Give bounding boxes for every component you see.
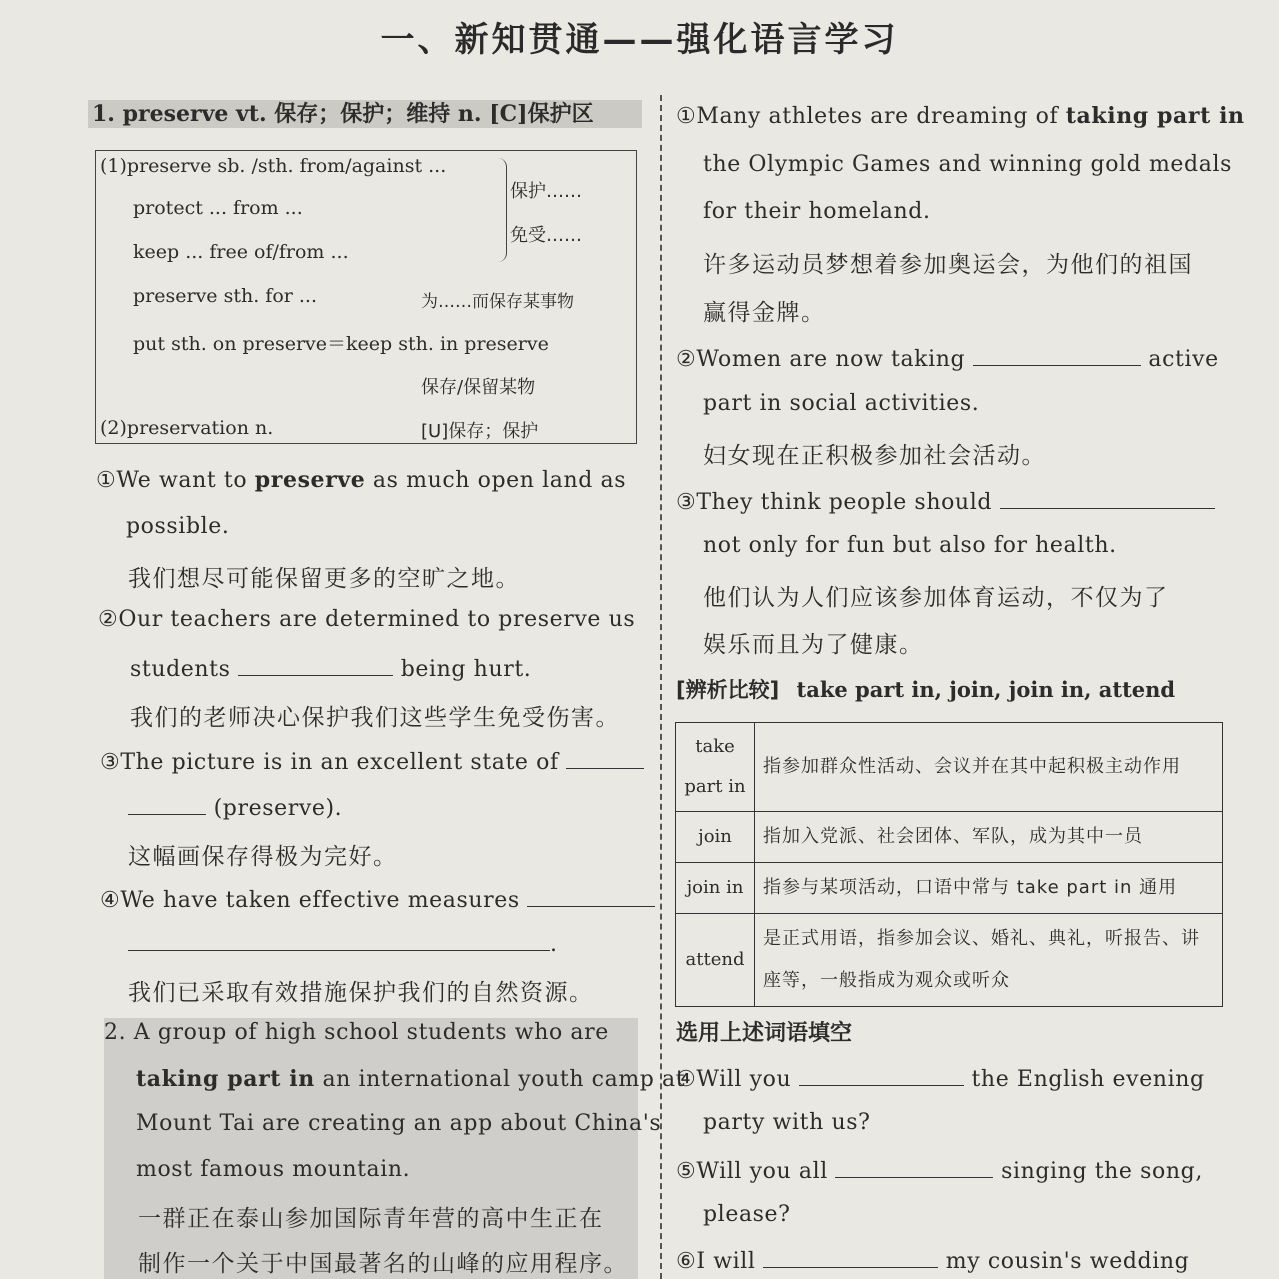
usage-box xyxy=(95,150,637,444)
page-title: 一、新知贯通——强化语言学习 xyxy=(380,20,899,60)
usage-line-5-zh: 保存/保留某物 xyxy=(421,377,536,398)
example-3-line-2: (preserve). xyxy=(128,792,342,821)
table-row xyxy=(676,812,1223,863)
example-4-blank-a[interactable] xyxy=(527,884,655,907)
table-def-join: 指加入党派、社会团体、军队，成为其中一员 xyxy=(755,812,1223,863)
table-word-attend: attend xyxy=(676,914,755,1007)
right-example-1-zh-2: 赢得金牌。 xyxy=(703,300,826,326)
brace-meaning-a: 保护…… xyxy=(510,181,582,202)
question-6-line-1: ⑥I will my cousin's wedding xyxy=(676,1245,1189,1274)
usage-line-1: (1)preserve sb. /sth. from/against ... xyxy=(100,155,447,177)
right-example-1-line-2: the Olympic Games and winning gold medals xyxy=(703,152,1232,177)
right-example-1-line-3: for their homeland. xyxy=(703,199,931,224)
brace-meaning-b: 免受…… xyxy=(510,225,582,246)
column-divider xyxy=(660,95,662,1279)
right-example-1-zh-1: 许多运动员梦想着参加奥运会，为他们的祖国 xyxy=(703,252,1193,278)
right-example-3-line-1: ③They think people should xyxy=(676,486,1215,515)
example-2-line-2: students being hurt. xyxy=(130,653,531,682)
usage-line-4-zh: 为……而保存某事物 xyxy=(421,292,574,312)
example-1-line-1: ①We want to preserve as much open land as xyxy=(96,467,627,493)
section-1-heading: 1. preserve vt. 保存；保护；维持 n. [C]保护区 xyxy=(88,100,642,128)
question-5-line-1: ⑤Will you all singing the song, xyxy=(676,1155,1203,1184)
table-word-join: join xyxy=(676,812,755,863)
table-row xyxy=(676,723,1223,812)
section-2-block xyxy=(104,1018,638,1279)
section-2-line-2: taking part in an international youth camp at xyxy=(136,1066,686,1092)
fill-in-heading: 选用上述词语填空 xyxy=(676,1021,853,1046)
section-2-line-4: most famous mountain. xyxy=(136,1157,411,1182)
question-6-blank[interactable] xyxy=(763,1245,938,1268)
table-def-join-in: 指参与某项活动，口语中常与 take part in 通用 xyxy=(755,863,1223,914)
table-row xyxy=(676,914,1223,1007)
compare-heading: [辨析比较] take part in, join, join in, attend xyxy=(676,677,1176,702)
right-example-3-zh-2: 娱乐而且为了健康。 xyxy=(703,632,924,658)
usage-line-3: keep ... free of/from ... xyxy=(133,241,349,263)
usage-line-4: preserve sth. for ... xyxy=(133,285,317,307)
usage-line-6-zh: [U]保存；保护 xyxy=(421,421,539,442)
brace-bracket xyxy=(498,158,507,262)
example-1-zh: 我们想尽可能保留更多的空旷之地。 xyxy=(128,566,520,592)
section-2-zh-1: 一群正在泰山参加国际青年营的高中生正在 xyxy=(138,1206,604,1232)
example-4-zh: 我们已采取有效措施保护我们的自然资源。 xyxy=(128,980,594,1006)
section-2-line-1: 2. A group of high school students who are xyxy=(104,1020,609,1045)
right-example-2-zh: 妇女现在正积极参加社会活动。 xyxy=(703,443,1046,469)
right-example-2-line-1: ②Women are now taking active xyxy=(676,343,1219,372)
table-def-attend: 是正式用语，指参加会议、婚礼、典礼，听报告、讲座等，一般指成为观众或听众 xyxy=(755,914,1223,1007)
example-3-blank-a[interactable] xyxy=(566,746,644,769)
table-row xyxy=(676,863,1223,914)
right-example-3-blank[interactable] xyxy=(1000,486,1215,509)
example-1-line-2: possible. xyxy=(126,514,230,539)
example-2-blank[interactable] xyxy=(238,653,393,676)
example-3-blank-b[interactable] xyxy=(128,792,206,815)
right-example-3-line-2: not only for fun but also for health. xyxy=(703,533,1117,558)
question-4-line-2: party with us? xyxy=(703,1110,871,1135)
example-3-line-1: ③The picture is in an excellent state of xyxy=(100,746,644,775)
table-def-take-part-in: 指参加群众性活动、会议并在其中起积极主动作用 xyxy=(755,723,1223,812)
table-word-join-in: join in xyxy=(676,863,755,914)
question-5-line-2: please? xyxy=(703,1202,791,1227)
right-example-2-line-2: part in social activities. xyxy=(703,391,980,416)
compare-table xyxy=(675,722,1223,1007)
right-example-1-line-1: ①Many athletes are dreaming of taking part in xyxy=(676,103,1245,129)
question-5-blank[interactable] xyxy=(835,1155,993,1178)
example-4-line-1: ④We have taken effective measures xyxy=(100,884,655,913)
usage-line-5: put sth. on preserve＝keep sth. in preserve xyxy=(133,333,549,355)
section-2-line-3: Mount Tai are creating an app about China's xyxy=(136,1111,662,1136)
table-word-take-part-in: take part in xyxy=(676,723,755,812)
question-4-line-1: ④Will you the English evening xyxy=(676,1063,1205,1092)
usage-line-6: (2)preservation n. xyxy=(100,417,274,439)
example-2-zh: 我们的老师决心保护我们这些学生免受伤害。 xyxy=(130,705,620,731)
right-example-3-zh-1: 他们认为人们应该参加体育运动，不仅为了 xyxy=(703,585,1169,611)
example-4-blank-b[interactable] xyxy=(128,928,550,951)
question-4-blank[interactable] xyxy=(799,1063,964,1086)
section-2-zh-2: 制作一个关于中国最著名的山峰的应用程序。 xyxy=(138,1251,628,1277)
usage-line-2: protect ... from ... xyxy=(133,197,303,219)
example-4-line-2: . xyxy=(128,928,558,957)
example-2-line-1: ②Our teachers are determined to preserve us xyxy=(98,607,636,632)
right-example-2-blank[interactable] xyxy=(973,343,1141,366)
example-3-zh: 这幅画保存得极为完好。 xyxy=(128,844,398,870)
